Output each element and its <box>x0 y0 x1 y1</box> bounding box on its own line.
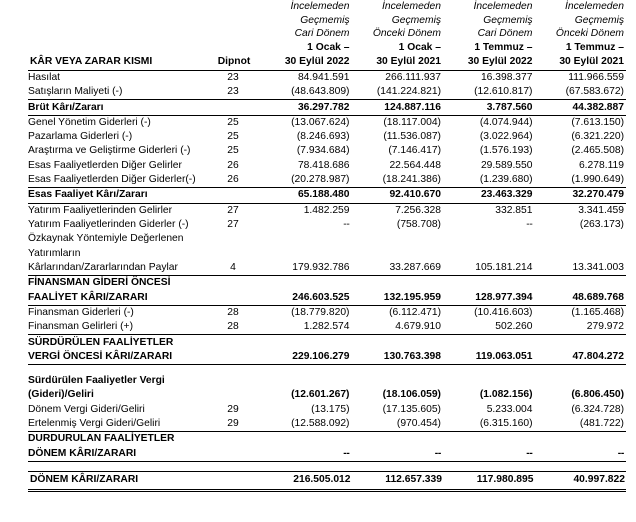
row-value: (1.165.468) <box>571 306 624 318</box>
table-row <box>28 305 626 320</box>
row-value: 128.977.394 <box>443 290 535 305</box>
row-label: Dönem Vergi Gideri/Geliri <box>28 403 145 415</box>
row-value: (758.708) <box>396 219 441 230</box>
row-value: (263.173) <box>579 219 624 230</box>
row-value: 29.589.550 <box>480 159 533 171</box>
income-statement-table <box>28 0 626 490</box>
row-value: -- <box>443 447 535 462</box>
row-spacer <box>28 364 626 374</box>
row-label: VERGİ ÖNCESİ KÂRI/ZARARI <box>28 350 208 365</box>
row-note: 26 <box>208 173 260 188</box>
table-row <box>28 144 626 158</box>
row-note <box>208 471 260 489</box>
row-value: (1.082.156) <box>479 389 533 401</box>
table-row-equity-method-l1 <box>28 232 626 246</box>
row-value: 130.763.398 <box>352 350 444 365</box>
row-value: 1.282.574 <box>260 320 352 335</box>
table-row <box>28 115 626 130</box>
table-row <box>28 159 626 173</box>
audit-status-2a: İncelemeden <box>382 1 441 12</box>
row-label: Araştırma ve Geliştirme Giderleri (-) <box>28 145 191 157</box>
row-value: 6.278.119 <box>578 159 624 171</box>
row-note: 26 <box>227 159 239 171</box>
row-value: (4.074.944) <box>479 116 533 128</box>
row-value: -- <box>260 447 352 462</box>
row-value <box>443 374 535 388</box>
subtotal-row-gross-profit <box>28 100 626 115</box>
row-value: -- <box>343 219 350 230</box>
row-value: (1.990.649) <box>535 173 627 188</box>
row-label: Esas Faaliyetlerden Diğer Gelirler <box>28 159 182 171</box>
row-label: FAALİYET KÂRI/ZARARI <box>28 290 208 305</box>
row-note <box>208 188 260 203</box>
row-value <box>352 432 444 447</box>
row-value: 92.410.670 <box>352 188 444 203</box>
header-corner-note-blank <box>208 0 260 56</box>
row-value: (7.934.684) <box>296 145 350 157</box>
row-label: Genel Yönetim Giderleri (-) <box>28 116 151 128</box>
row-label: Esas Faaliyetlerden Diğer Giderler(-) <box>28 173 208 188</box>
row-label: Özkaynak Yöntemiyle Değerlenen <box>28 233 184 245</box>
row-value: -- <box>526 219 533 230</box>
row-value <box>260 276 352 291</box>
audit-status-2b: Geçmemiş <box>391 14 441 26</box>
row-value <box>443 335 535 350</box>
row-value <box>260 374 352 388</box>
row-note: 28 <box>227 306 239 318</box>
range-start-4: 1 Temmuz – <box>565 42 624 54</box>
range-start-1: 1 Ocak – <box>307 42 350 54</box>
row-label: Satışların Maliyeti (-) <box>28 85 208 100</box>
row-note <box>208 388 260 402</box>
row-value: (7.146.417) <box>388 145 441 157</box>
subtotal-row-pretax-l1 <box>28 335 626 350</box>
row-value: 246.603.525 <box>260 290 352 305</box>
row-value <box>352 276 444 291</box>
row-value: 13.341.003 <box>535 261 627 276</box>
row-value: (18.106.059) <box>382 389 441 401</box>
row-value: (11.536.087) <box>383 131 441 143</box>
table-row <box>28 261 626 276</box>
tax-row-l2 <box>28 388 626 402</box>
table-row <box>28 203 626 218</box>
row-value: (481.722) <box>535 417 627 432</box>
discontinued-row-l2 <box>28 447 626 462</box>
row-note: 27 <box>227 219 239 230</box>
row-value: 23.463.329 <box>443 188 535 203</box>
row-value: (12.610.817) <box>443 85 535 100</box>
row-value: (1.576.193) <box>479 145 533 157</box>
period-type-4: Önceki Dönem <box>555 28 624 40</box>
row-label: DÖNEM KÂRI/ZARARI <box>28 447 208 462</box>
table-row <box>28 417 626 432</box>
table-row <box>28 320 626 335</box>
row-value: (6.315.160) <box>443 417 535 432</box>
row-value: (20.278.987) <box>260 173 352 188</box>
row-note <box>208 432 260 447</box>
row-value <box>352 232 444 246</box>
row-value: 132.195.959 <box>352 290 444 305</box>
row-value: 111.966.559 <box>568 71 624 83</box>
row-note <box>208 100 260 115</box>
audit-status-3a: İncelemeden <box>473 1 533 12</box>
row-label: Finansman Gelirleri (+) <box>28 320 208 335</box>
table-row <box>28 173 626 188</box>
row-value: 179.932.786 <box>260 261 352 276</box>
row-note <box>208 350 260 365</box>
row-value: 65.188.480 <box>260 188 352 203</box>
range-start-2: 1 Ocak – <box>398 42 441 54</box>
row-note: 23 <box>208 85 260 100</box>
row-value: (970.454) <box>352 417 444 432</box>
row-value <box>260 232 352 246</box>
row-label: DÖNEM KÂRI/ZARARI <box>28 471 208 489</box>
row-label: Pazarlama Giderleri (-) <box>28 131 133 143</box>
row-value: 47.804.272 <box>535 350 627 365</box>
row-note: 29 <box>208 417 260 432</box>
row-value: 40.997.822 <box>535 471 627 489</box>
row-value: (6.321.220) <box>571 131 624 143</box>
row-value <box>535 276 627 291</box>
row-value: (2.465.508) <box>571 145 624 157</box>
row-value: 332.851 <box>495 204 533 216</box>
range-end-2: 30 Eylül 2021 <box>352 56 444 70</box>
row-value: 44.382.887 <box>535 100 627 115</box>
row-label: SÜRDÜRÜLEN FAALİYETLER <box>28 336 174 348</box>
range-end-1: 30 Eylül 2022 <box>260 56 352 70</box>
row-value: (12.588.092) <box>260 417 352 432</box>
closing-double-rule <box>28 491 626 492</box>
row-value: (6.112.471) <box>389 306 441 318</box>
row-value <box>352 335 444 350</box>
row-value: (7.613.150) <box>571 116 624 128</box>
audit-status-3b: Geçmemiş <box>483 14 533 26</box>
row-value <box>260 246 352 260</box>
row-value: 229.106.279 <box>260 350 352 365</box>
column-header-row <box>28 0 626 56</box>
row-value: 3.787.560 <box>443 100 535 115</box>
row-value: (48.643.809) <box>260 85 352 100</box>
table-row <box>28 218 626 232</box>
row-value: 124.887.116 <box>352 100 444 115</box>
row-value: 33.287.669 <box>352 261 444 276</box>
row-value: 279.972 <box>535 320 627 335</box>
row-value: (6.324.728) <box>571 403 624 415</box>
row-value <box>352 374 444 388</box>
audit-status-4b: Geçmemiş <box>574 14 624 26</box>
row-value: -- <box>535 447 627 462</box>
row-value: 16.398.377 <box>480 71 533 83</box>
row-value: 1.482.259 <box>303 204 350 216</box>
row-label: Sürdürülen Faaliyetler Vergi <box>28 375 165 387</box>
table-row-equity-method-l2 <box>28 246 626 260</box>
table-row <box>28 85 626 100</box>
row-value: 48.689.768 <box>535 290 627 305</box>
column-header-2 <box>352 0 444 56</box>
row-value <box>443 432 535 447</box>
row-value: 32.270.479 <box>535 188 627 203</box>
row-value: (13.067.624) <box>291 116 350 128</box>
row-note: 4 <box>208 261 260 276</box>
row-label: Hasılat <box>28 71 61 83</box>
range-end-3: 30 Eylül 2022 <box>443 56 535 70</box>
row-value: (12.601.267) <box>291 389 350 401</box>
row-value: 216.505.012 <box>260 471 352 489</box>
period-type-3: Cari Dönem <box>477 28 533 40</box>
period-type-1: Cari Dönem <box>294 28 350 40</box>
row-note <box>208 276 260 291</box>
row-value: 78.418.686 <box>297 159 350 171</box>
row-value: 119.063.051 <box>443 350 535 365</box>
column-header-1 <box>260 0 352 56</box>
subtotal-row-ebit-l2 <box>28 290 626 305</box>
row-value: 112.657.339 <box>352 471 444 489</box>
row-label: Finansman Giderleri (-) <box>28 306 134 318</box>
row-note <box>208 374 260 388</box>
audit-status-1a: İncelemeden <box>290 1 350 12</box>
row-note <box>208 447 260 462</box>
row-value: (3.022.964) <box>479 131 533 143</box>
row-label: (Gideri)/Geliri <box>28 389 94 401</box>
row-value: 36.297.782 <box>260 100 352 115</box>
row-value: (67.583.672) <box>535 85 627 100</box>
row-value <box>535 374 627 388</box>
row-value: 4.679.910 <box>352 320 444 335</box>
row-label: Yatırımların <box>28 247 81 259</box>
tax-row-l1 <box>28 374 626 388</box>
range-start-3: 1 Temmuz – <box>474 42 533 54</box>
table-row <box>28 70 626 85</box>
row-spacer <box>28 461 626 471</box>
row-note: 27 <box>227 204 239 216</box>
range-end-4: 30 Eylül 2021 <box>535 56 627 70</box>
subtotal-row-ebit-l1 <box>28 276 626 291</box>
audit-status-1b: Geçmemiş <box>300 14 350 26</box>
row-value: (6.806.450) <box>571 389 624 401</box>
row-label: Brüt Kârı/Zararı <box>28 100 208 115</box>
row-note: 28 <box>208 320 260 335</box>
row-note <box>208 290 260 305</box>
row-value: 502.260 <box>443 320 535 335</box>
row-note <box>208 335 260 350</box>
subtotal-row-pretax-l2 <box>28 350 626 365</box>
subtotal-row-operating-profit <box>28 188 626 203</box>
row-value <box>535 432 627 447</box>
row-value: (17.135.605) <box>382 403 441 415</box>
row-value: (18.117.004) <box>383 116 441 128</box>
row-label: DURDURULAN FAALİYETLER <box>28 433 175 445</box>
row-note: 25 <box>227 116 239 128</box>
row-value: (141.224.821) <box>352 85 444 100</box>
row-label: FİNANSMAN GİDERİ ÖNCESİ <box>28 277 171 289</box>
note-column-header: Dipnot <box>208 56 260 70</box>
row-note <box>208 232 260 246</box>
row-value: -- <box>352 447 444 462</box>
row-value <box>535 246 627 260</box>
row-value <box>443 232 535 246</box>
audit-status-4a: İncelemeden <box>565 1 624 12</box>
row-note: 25 <box>227 145 239 157</box>
row-value <box>443 276 535 291</box>
column-header-3 <box>443 0 535 56</box>
row-value: 5.233.004 <box>486 403 533 415</box>
row-value: 22.564.448 <box>389 159 441 171</box>
table-row <box>28 403 626 417</box>
row-label: Yatırım Faaliyetlerinden Giderler (-) <box>28 219 189 230</box>
row-value: 266.111.937 <box>385 71 441 83</box>
row-label: Yatırım Faaliyetlerinden Gelirler <box>28 204 173 216</box>
row-value <box>260 335 352 350</box>
row-value <box>352 246 444 260</box>
row-note: 25 <box>227 131 239 143</box>
table-row <box>28 130 626 144</box>
discontinued-row-l1 <box>28 432 626 447</box>
row-note: 23 <box>227 71 239 83</box>
row-value: (18.241.386) <box>352 173 444 188</box>
row-value: (18.779.820) <box>291 306 350 318</box>
row-label: Esas Faaliyet Kârı/Zararı <box>28 188 208 203</box>
row-value: (8.246.693) <box>296 131 350 143</box>
total-row-net-profit <box>28 471 626 489</box>
row-value: (13.175) <box>311 403 350 415</box>
period-type-2: Önceki Dönem <box>372 28 441 40</box>
row-value: (1.239.680) <box>443 173 535 188</box>
row-value: 7.256.328 <box>395 204 441 216</box>
header-corner-blank <box>28 0 208 56</box>
row-value <box>535 232 627 246</box>
row-value <box>260 432 352 447</box>
row-label: Kârlarından/Zararlarından Paylar <box>28 261 208 276</box>
page-title: KÂR VEYA ZARAR KISMI <box>28 56 208 70</box>
column-header-4 <box>535 0 627 56</box>
row-value: 84.941.591 <box>297 71 350 83</box>
section-title-row <box>28 56 626 70</box>
row-note <box>208 246 260 260</box>
row-note: 29 <box>227 403 239 415</box>
row-label: Ertelenmiş Vergi Gideri/Geliri <box>28 417 208 432</box>
row-value <box>443 246 535 260</box>
row-value: (10.416.603) <box>474 306 533 318</box>
row-value: 3.341.459 <box>578 204 624 216</box>
row-value: 105.181.214 <box>443 261 535 276</box>
row-value: 117.980.895 <box>443 471 535 489</box>
row-value <box>535 335 627 350</box>
